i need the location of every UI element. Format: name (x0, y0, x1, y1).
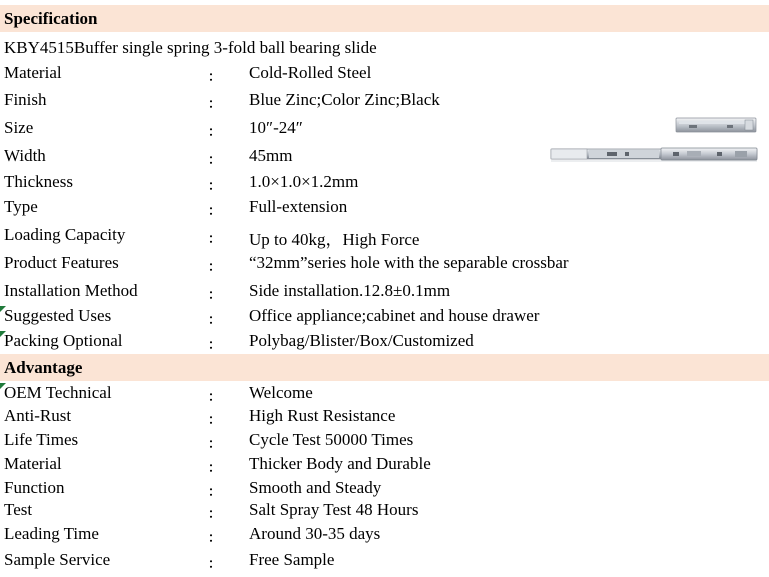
adv-value: Cycle Test 50000 Times (249, 430, 414, 449)
spec-label: Installation Method (4, 281, 138, 300)
adv-label: Test (4, 500, 33, 519)
spec-value: “32mm”series hole with the separable crossbar (249, 253, 569, 272)
adv-value: Thicker Body and Durable (249, 454, 431, 473)
adv-colon: ： (208, 436, 222, 451)
adv-colon: ： (208, 484, 222, 499)
adv-label: Life Times (4, 430, 79, 449)
adv-label: Function (4, 478, 65, 497)
spec-label: Material (4, 63, 62, 82)
spec-value: Up to 40kg，High Force (249, 230, 420, 249)
spec-colon: ： (208, 287, 222, 302)
adv-label: Anti-Rust (4, 406, 72, 425)
spec-value: 45mm (249, 146, 293, 165)
spec-label: Size (4, 118, 34, 137)
spec-label: Finish (4, 90, 47, 109)
spec-label: Width (4, 146, 46, 165)
adv-value: Around 30-35 days (249, 524, 381, 543)
adv-colon: ： (208, 556, 222, 571)
adv-colon: ： (208, 412, 222, 427)
spec-colon: ： (208, 312, 222, 327)
spec-colon: ： (208, 178, 222, 193)
adv-value: Smooth and Steady (249, 478, 382, 497)
spec-colon: ： (208, 96, 222, 111)
adv-colon: ： (208, 389, 222, 404)
specification-header: Specification (0, 5, 769, 32)
spec-label: Packing Optional (4, 331, 123, 350)
spec-colon: ： (208, 152, 222, 167)
advantage-header: Advantage (0, 354, 769, 381)
adv-value: Welcome (249, 383, 313, 402)
spec-value: Blue Zinc;Color Zinc;Black (249, 90, 440, 109)
drawer-slide-image (549, 115, 759, 171)
spec-value: 10″-24″ (249, 118, 303, 137)
adv-label: Sample Service (4, 550, 111, 569)
spec-colon: ： (208, 259, 222, 274)
spec-value: Side installation.12.8±0.1mm (249, 281, 451, 300)
spec-label: Suggested Uses (4, 306, 112, 325)
closed-slide (676, 118, 756, 132)
spec-colon: ： (208, 231, 222, 246)
spec-colon: ： (208, 203, 222, 218)
spec-value: Polybag/Blister/Box/Customized (249, 331, 474, 350)
adv-colon: ： (208, 460, 222, 475)
extended-slide (551, 148, 757, 161)
adv-colon: ： (208, 530, 222, 545)
spec-colon: ： (208, 69, 222, 84)
spec-label: Type (4, 197, 38, 216)
spec-value: Office appliance;cabinet and house drawer (249, 306, 540, 325)
adv-label: Leading Time (4, 524, 99, 543)
spec-value: 1.0×1.0×1.2mm (249, 172, 359, 191)
spec-colon: ： (208, 124, 222, 139)
spec-label: Loading Capacity (4, 225, 126, 244)
spec-value: Cold-Rolled Steel (249, 63, 372, 82)
spec-colon: ： (208, 337, 222, 352)
spec-value: Full-extension (249, 197, 348, 216)
spec-label: Product Features (4, 253, 119, 272)
spec-label: Thickness (4, 172, 73, 191)
product-title: KBY4515Buffer single spring 3-fold ball bearing slide (4, 38, 377, 57)
adv-value: High Rust Resistance (249, 406, 396, 425)
adv-colon: ： (208, 506, 222, 521)
adv-label: Material (4, 454, 62, 473)
adv-label: OEM Technical (4, 383, 112, 402)
adv-value: Salt Spray Test 48 Hours (249, 500, 419, 519)
adv-value: Free Sample (249, 550, 335, 569)
